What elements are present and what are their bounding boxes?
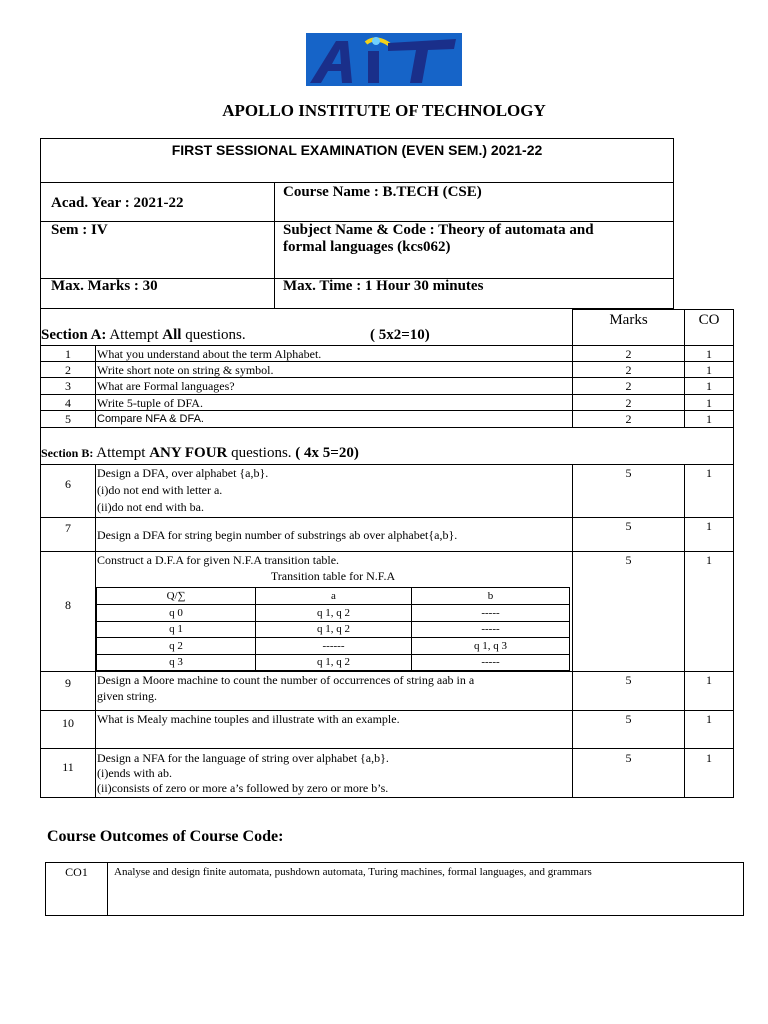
question-marks: 5 xyxy=(625,712,632,726)
question-text-line: Design a NFA for the language of string over alphabet {a,b}. xyxy=(97,751,389,765)
nfa-cell: q 1 xyxy=(169,623,183,635)
question-text-line: (ii)consists of zero or more a’s followed by zero or more b’s. xyxy=(97,781,389,795)
question-text: Compare NFA & DFA. xyxy=(97,413,204,425)
question-number: 5 xyxy=(65,412,71,426)
question-number: 2 xyxy=(65,363,71,377)
ait-logo-graphic xyxy=(306,33,462,86)
question-text: Write 5-tuple of DFA. xyxy=(97,396,203,410)
question-marks: 2 xyxy=(625,347,632,361)
question-co: 1 xyxy=(706,379,712,393)
nfa-table-caption: Transition table for N.F.A xyxy=(270,569,396,583)
question-co: 1 xyxy=(706,396,712,410)
question-text-line: (ii)do not end with ba. xyxy=(97,500,204,514)
nfa-cell: q 1, q 2 xyxy=(317,607,350,619)
exam-title: FIRST SESSIONAL EXAMINATION (EVEN SEM.) 2021-22 xyxy=(41,139,673,183)
acad-year: Acad. Year : 2021-22 xyxy=(51,195,184,211)
question-text: What are Formal languages? xyxy=(97,379,235,393)
question-co: 1 xyxy=(706,673,712,687)
subject-line-2: formal languages (kcs062) xyxy=(283,239,451,255)
question-text-line: Design a DFA for string begin number of substrings ab over alphabet{a,b}. xyxy=(97,528,458,542)
co-column-header: CO xyxy=(698,312,720,328)
question-co: 1 xyxy=(706,412,712,426)
section-b-questions-word: questions. xyxy=(227,445,296,461)
question-text-line: Design a DFA, over alphabet {a,b}. xyxy=(97,466,269,480)
question-text-line: given string. xyxy=(97,689,157,703)
question-co: 1 xyxy=(706,363,712,377)
section-a-questions-word: questions. xyxy=(181,327,246,343)
nfa-cell: q 1, q 2 xyxy=(317,623,350,635)
question-co: 1 xyxy=(706,466,712,480)
section-b-any-four: ANY FOUR xyxy=(149,445,228,461)
nfa-cell: q 1, q 2 xyxy=(317,656,350,668)
question-co: 1 xyxy=(706,519,712,533)
nfa-cell: q 1, q 3 xyxy=(474,640,507,652)
questions-table xyxy=(40,309,734,798)
question-co: 1 xyxy=(706,751,712,765)
section-a-all: All xyxy=(162,327,182,343)
nfa-cell: ------ xyxy=(322,640,345,652)
question-text-line: What is Mealy machine touples and illustrate with an example. xyxy=(97,712,400,726)
section-b-scheme: ( 4x 5=20) xyxy=(295,445,359,461)
question-marks: 5 xyxy=(625,751,632,765)
question-marks: 2 xyxy=(625,379,632,393)
question-number: 9 xyxy=(65,676,71,690)
marks-column-header: Marks xyxy=(609,312,648,328)
institute-name: APOLLO INSTITUTE OF TECHNOLOGY xyxy=(222,101,546,120)
question-marks: 5 xyxy=(625,553,632,567)
nfa-cell: q 3 xyxy=(169,656,183,668)
question-text: What you understand about the term Alphabet. xyxy=(97,347,322,361)
nfa-cell: ----- xyxy=(481,607,500,619)
question-number: 11 xyxy=(62,760,74,774)
institute-logo xyxy=(306,33,462,86)
course-outcomes-table xyxy=(45,862,744,916)
question-marks: 2 xyxy=(625,412,632,426)
question-co: 1 xyxy=(706,553,712,567)
question-marks: 5 xyxy=(625,519,632,533)
question-number: 4 xyxy=(65,396,71,410)
section-b-heading xyxy=(41,445,359,462)
nfa-cell: ----- xyxy=(481,623,500,635)
question-number: 3 xyxy=(65,379,71,393)
question-marks: 2 xyxy=(625,396,632,410)
max-time: Max. Time : 1 Hour 30 minutes xyxy=(283,278,484,294)
question-text-line: (i)do not end with letter a. xyxy=(97,483,223,497)
course-name: Course Name : B.TECH (CSE) xyxy=(283,184,482,200)
question-text: Write short note on string & symbol. xyxy=(97,363,274,377)
exam-header-table xyxy=(40,138,674,309)
co-id: CO1 xyxy=(65,865,88,879)
question-number: 8 xyxy=(65,598,71,612)
question-text-line: Design a Moore machine to count the number of occurrences of string aab in a xyxy=(97,673,475,687)
section-b-attempt: Attempt xyxy=(93,445,150,461)
question-co: 1 xyxy=(706,712,712,726)
section-a-attempt: Attempt xyxy=(106,327,163,343)
nfa-transition-table xyxy=(96,587,570,671)
question-text-line: (i)ends with ab. xyxy=(97,766,172,780)
section-a-scheme: ( 5x2=10) xyxy=(370,327,430,343)
course-outcomes-title: Course Outcomes of Course Code: xyxy=(47,828,284,845)
question-co: 1 xyxy=(706,347,712,361)
question-marks: 5 xyxy=(625,466,632,480)
question-number: 6 xyxy=(65,477,71,491)
question-marks: 2 xyxy=(625,363,632,377)
question-marks: 5 xyxy=(625,673,632,687)
nfa-header-state: Q/∑ xyxy=(166,590,186,602)
semester: Sem : IV xyxy=(51,222,108,238)
nfa-cell: q 2 xyxy=(169,640,183,652)
section-a-label: Section A: xyxy=(41,327,107,343)
max-marks: Max. Marks : 30 xyxy=(51,278,158,294)
section-a-heading xyxy=(41,327,246,344)
co-description: Analyse and design finite automata, pushdown automata, Turing machines, formal languages, and grammars xyxy=(114,866,592,878)
section-b-label: Section B: xyxy=(41,446,94,460)
question-text-line: Construct a D.F.A for given N.F.A transition table. xyxy=(97,553,340,567)
question-number: 7 xyxy=(65,521,71,535)
nfa-header-a: a xyxy=(331,590,336,602)
nfa-cell: ----- xyxy=(481,656,500,668)
nfa-cell: q 0 xyxy=(169,607,183,619)
nfa-header-b: b xyxy=(487,590,494,602)
subject-line-1: Subject Name & Code : Theory of automata and xyxy=(283,222,594,238)
question-number: 10 xyxy=(62,716,74,730)
question-number: 1 xyxy=(65,347,71,361)
